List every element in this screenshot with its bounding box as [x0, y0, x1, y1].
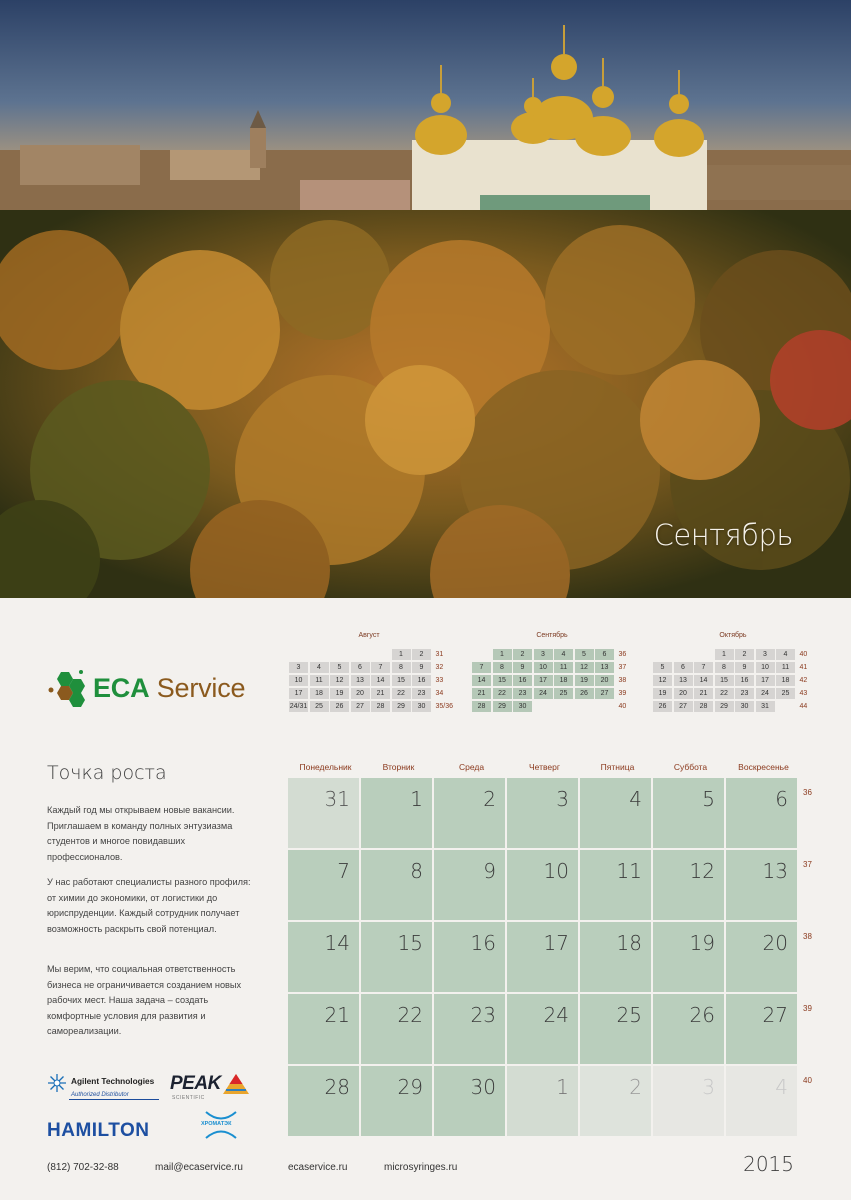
mini-day: 12 — [653, 675, 672, 686]
mini-day: 13 — [674, 675, 693, 686]
week-number: 38 — [803, 932, 812, 941]
mini-week-number: 39 — [618, 690, 627, 697]
mini-day: 18 — [310, 688, 329, 699]
calendar-day — [507, 994, 578, 1064]
mini-day: 1 — [493, 649, 512, 660]
day-number: 4 — [775, 1075, 788, 1099]
mini-day: 2 — [735, 649, 754, 660]
weekday-label: Вторник — [382, 762, 415, 772]
mini-day: 20 — [351, 688, 370, 699]
mini-week-number: 40 — [618, 703, 627, 710]
mini-day: 28 — [472, 701, 491, 712]
mini-day: 6 — [351, 662, 370, 673]
day-number: 3 — [702, 1075, 715, 1099]
day-number: 4 — [629, 787, 642, 811]
mini-day — [472, 649, 491, 660]
day-number: 25 — [616, 1003, 642, 1027]
mini-day: 24/31 — [289, 703, 308, 710]
mini-calendar — [289, 632, 469, 712]
calendar-day — [434, 922, 505, 992]
mini-day: 22 — [392, 688, 411, 699]
day-number: 7 — [337, 859, 350, 883]
day-number: 15 — [397, 931, 423, 955]
calendar-day — [653, 994, 724, 1064]
mini-day: 27 — [674, 701, 693, 712]
mini-day: 1 — [715, 649, 734, 660]
day-number: 27 — [762, 1003, 788, 1027]
weekday-label: Пятница — [600, 762, 635, 772]
mini-day — [351, 649, 370, 660]
mini-day: 15 — [392, 675, 411, 686]
peak-name: PEAK — [170, 1073, 221, 1094]
mini-day: 25 — [310, 701, 329, 712]
calendar-day — [434, 994, 505, 1064]
day-number: 31 — [324, 787, 350, 811]
mini-day: 17 — [534, 675, 553, 686]
mini-day: 3 — [756, 649, 775, 660]
mini-calendar-title: Сентябрь — [536, 632, 568, 639]
calendar-day — [726, 1066, 797, 1136]
section-heading: Точка роста — [47, 762, 167, 784]
day-number: 6 — [775, 787, 788, 811]
mini-week-number: 42 — [799, 677, 808, 684]
mini-day: 5 — [330, 662, 349, 673]
mini-day: 27 — [595, 688, 614, 699]
month-title: Сентябрь — [653, 518, 793, 552]
mini-day: 9 — [513, 662, 532, 673]
mini-day — [289, 649, 308, 660]
calendar-day — [434, 850, 505, 920]
mini-week-number: 31 — [435, 651, 444, 658]
mini-day: 4 — [776, 649, 795, 660]
calendar-day — [580, 1066, 651, 1136]
calendar-day — [653, 778, 724, 848]
mini-day — [776, 701, 795, 712]
calendar-day — [653, 850, 724, 920]
mini-day: 29 — [715, 701, 734, 712]
mini-week-number: 35/36 — [435, 703, 454, 710]
mini-day — [694, 649, 713, 660]
calendar-day — [288, 922, 359, 992]
agilent-distributor: Authorized Distributor — [71, 1092, 129, 1098]
day-number: 17 — [543, 931, 569, 955]
mini-week-number: 43 — [799, 690, 808, 697]
mini-day: 30 — [513, 701, 532, 712]
mini-day: 22 — [715, 688, 734, 699]
calendar-day — [580, 778, 651, 848]
calendar-day — [507, 1066, 578, 1136]
mini-day: 20 — [674, 688, 693, 699]
mini-week-number: 38 — [618, 677, 627, 684]
mini-day — [371, 649, 390, 660]
mini-day: 12 — [330, 675, 349, 686]
mini-day: 12 — [575, 662, 594, 673]
mini-day: 16 — [513, 675, 532, 686]
calendar-day — [726, 778, 797, 848]
paragraph-2: У нас работают специалисты разного профиля: от химии до экономики, от логистики до юриспруденции. Каждый сотрудник получает возможность раскрыть свой потенциал. — [47, 877, 251, 934]
mini-day: 7 — [371, 662, 390, 673]
mini-day: 30 — [412, 701, 431, 712]
mini-day: 21 — [694, 688, 713, 699]
day-number: 1 — [556, 1075, 569, 1099]
mini-day: 8 — [493, 662, 512, 673]
mini-day — [534, 701, 553, 712]
mini-day — [330, 649, 349, 660]
mini-day: 23 — [412, 688, 431, 699]
weekday-label: Четверг — [529, 762, 560, 772]
weekday-label: Среда — [458, 762, 485, 772]
mini-day: 5 — [653, 662, 672, 673]
mini-day: 25 — [776, 688, 795, 699]
mini-week-number: 41 — [799, 664, 808, 671]
mini-calendar — [653, 632, 833, 712]
agilent-spark-icon — [47, 1073, 67, 1093]
mini-day: 22 — [493, 688, 512, 699]
mini-day: 14 — [371, 675, 390, 686]
mini-day: 6 — [674, 662, 693, 673]
calendar-day — [726, 994, 797, 1064]
weekday-label: Воскресенье — [738, 762, 789, 772]
calendar-day — [361, 922, 432, 992]
calendar-day — [288, 994, 359, 1064]
calendar-day — [507, 850, 578, 920]
chromatek-logo — [200, 1110, 242, 1145]
mini-day: 21 — [472, 688, 491, 699]
calendar-day — [653, 922, 724, 992]
mini-day: 24 — [756, 688, 775, 699]
mini-day: 6 — [595, 649, 614, 660]
mini-day: 7 — [694, 662, 713, 673]
mini-day: 11 — [776, 662, 795, 673]
day-number: 18 — [616, 931, 642, 955]
mini-day: 4 — [310, 662, 329, 673]
chromatek-name: ХРОМАТЭК — [201, 1121, 232, 1127]
day-number: 28 — [324, 1075, 350, 1099]
day-number: 5 — [702, 787, 715, 811]
calendar-day — [361, 994, 432, 1064]
day-number: 29 — [397, 1075, 423, 1099]
day-number: 21 — [324, 1003, 350, 1027]
mini-day: 15 — [715, 675, 734, 686]
month-calendar-grid — [288, 778, 797, 1136]
weekday-label: Суббота — [673, 762, 708, 772]
calendar-day — [288, 1066, 359, 1136]
mini-day — [575, 701, 594, 712]
weekday-label: Понедельник — [299, 762, 352, 772]
week-number: 37 — [803, 860, 812, 869]
calendar-day — [434, 778, 505, 848]
mini-day: 11 — [310, 675, 329, 686]
mini-week-number: 37 — [618, 664, 627, 671]
calendar-day — [288, 850, 359, 920]
mini-day: 8 — [392, 662, 411, 673]
day-number: 11 — [616, 859, 642, 883]
mini-day: 11 — [554, 662, 573, 673]
calendar-day — [288, 778, 359, 848]
mini-day: 9 — [412, 662, 431, 673]
eca-service-logo — [47, 668, 245, 708]
hamilton-name: HAMILTON — [47, 1120, 150, 1141]
calendar-day — [653, 1066, 724, 1136]
mini-day — [310, 649, 329, 660]
mini-day: 23 — [513, 688, 532, 699]
mini-day: 28 — [371, 701, 390, 712]
mini-day: 17 — [756, 675, 775, 686]
mini-day: 20 — [595, 675, 614, 686]
logo-eca: ECA — [93, 672, 150, 703]
mini-week-number: 40 — [799, 651, 808, 658]
mini-day: 19 — [653, 688, 672, 699]
mini-day: 3 — [534, 649, 553, 660]
day-number: 20 — [762, 931, 788, 955]
mini-day: 5 — [575, 649, 594, 660]
day-number: 23 — [470, 1003, 496, 1027]
day-number: 2 — [483, 787, 496, 811]
day-number: 10 — [543, 859, 569, 883]
paragraph-3: Мы верим, что социальная ответственность бизнеса не ограничивается созданием новых рабочих мест. Наша задача – создать комфортные условия для развития и самореализации. — [47, 964, 242, 1036]
mini-day: 19 — [575, 675, 594, 686]
mini-day: 1 — [392, 649, 411, 660]
mini-day: 4 — [554, 649, 573, 660]
calendar-day — [726, 922, 797, 992]
calendar-day — [726, 850, 797, 920]
day-number: 19 — [689, 931, 715, 955]
calendar-day — [507, 778, 578, 848]
mini-day: 19 — [330, 688, 349, 699]
calendar-day — [580, 994, 651, 1064]
mini-day: 10 — [289, 675, 308, 686]
mini-day: 16 — [412, 675, 431, 686]
calendar-day — [361, 778, 432, 848]
mini-day: 23 — [735, 688, 754, 699]
day-number: 1 — [410, 787, 423, 811]
hamilton-logo — [47, 1120, 150, 1142]
mini-day: 18 — [776, 675, 795, 686]
mini-day: 29 — [392, 701, 411, 712]
day-number: 26 — [689, 1003, 715, 1027]
mini-day: 3 — [289, 662, 308, 673]
mini-day — [554, 701, 573, 712]
mini-day: 29 — [493, 701, 512, 712]
peak-sub: SCIENTIFIC — [172, 1095, 205, 1101]
year: 2015 — [743, 1152, 794, 1176]
mini-day: 10 — [756, 662, 775, 673]
calendar-day — [580, 850, 651, 920]
mini-day: 8 — [715, 662, 734, 673]
footer-phone: (812) 702-32-88 — [47, 1162, 119, 1173]
mini-calendar — [472, 632, 652, 712]
mini-week-number: 33 — [435, 677, 444, 684]
mini-day: 21 — [371, 688, 390, 699]
mini-day: 30 — [735, 701, 754, 712]
footer-site-eca[interactable]: ecaservice.ru — [288, 1162, 348, 1173]
mini-day — [595, 701, 614, 712]
mini-day: 2 — [513, 649, 532, 660]
mini-week-number: 34 — [435, 690, 444, 697]
mini-week-number: 44 — [799, 703, 808, 710]
mini-week-number: 32 — [435, 664, 444, 671]
mini-day: 31 — [756, 701, 775, 712]
week-numbers — [803, 788, 812, 1148]
hexagon-logo-icon — [47, 668, 89, 708]
week-number: 40 — [803, 1076, 812, 1085]
mini-day: 17 — [289, 688, 308, 699]
mini-week-number: 36 — [618, 651, 627, 658]
mini-day: 9 — [735, 662, 754, 673]
logo-service: Service — [156, 672, 246, 703]
mini-day: 10 — [534, 662, 553, 673]
day-number: 3 — [556, 787, 569, 811]
day-number: 22 — [397, 1003, 423, 1027]
footer-email[interactable]: mail@ecaservice.ru — [155, 1162, 243, 1173]
mini-day: 14 — [694, 675, 713, 686]
logo-text — [93, 673, 245, 704]
cathedral-autumn-photo — [0, 0, 851, 598]
mini-day — [674, 649, 693, 660]
mini-day: 24 — [534, 688, 553, 699]
mini-day: 13 — [595, 662, 614, 673]
week-number: 39 — [803, 1004, 812, 1013]
mini-day: 28 — [694, 701, 713, 712]
mini-calendar-title: Август — [358, 632, 380, 639]
mini-day: 25 — [554, 688, 573, 699]
mini-day: 13 — [351, 675, 370, 686]
footer-site-microsyringes[interactable]: microsyringes.ru — [384, 1162, 458, 1173]
peak-logo — [170, 1073, 221, 1101]
mini-day: 26 — [575, 688, 594, 699]
mini-day: 16 — [735, 675, 754, 686]
calendar-day — [580, 922, 651, 992]
day-number: 24 — [543, 1003, 569, 1027]
mini-day: 18 — [554, 675, 573, 686]
day-number: 14 — [324, 931, 350, 955]
calendar-day — [361, 1066, 432, 1136]
mini-day: 7 — [472, 662, 491, 673]
day-number: 13 — [762, 859, 788, 883]
day-number: 8 — [410, 859, 423, 883]
mini-day: 27 — [351, 701, 370, 712]
paragraph-1: Каждый год мы открываем новые вакансии. Приглашаем в команду полных энтузиазма студентов и многое повидавших профессионалов. — [47, 805, 235, 862]
mini-day: 15 — [493, 675, 512, 686]
weekday-header — [289, 762, 800, 772]
calendar-day — [361, 850, 432, 920]
mini-calendar-title: Октябрь — [719, 632, 747, 639]
mini-day: 14 — [472, 675, 491, 686]
week-number: 36 — [803, 788, 812, 797]
day-number: 30 — [470, 1075, 496, 1099]
mini-day — [653, 649, 672, 660]
day-number: 12 — [689, 859, 715, 883]
calendar-day — [434, 1066, 505, 1136]
day-number: 9 — [483, 859, 496, 883]
mini-day: 26 — [330, 701, 349, 712]
calendar-day — [507, 922, 578, 992]
mini-day: 2 — [412, 649, 431, 660]
agilent-name: Agilent Technologies — [71, 1076, 155, 1086]
peak-triangle-icon — [222, 1073, 250, 1095]
mini-day: 26 — [653, 701, 672, 712]
cover-photo — [0, 0, 851, 598]
day-number: 16 — [470, 931, 496, 955]
day-number: 2 — [629, 1075, 642, 1099]
